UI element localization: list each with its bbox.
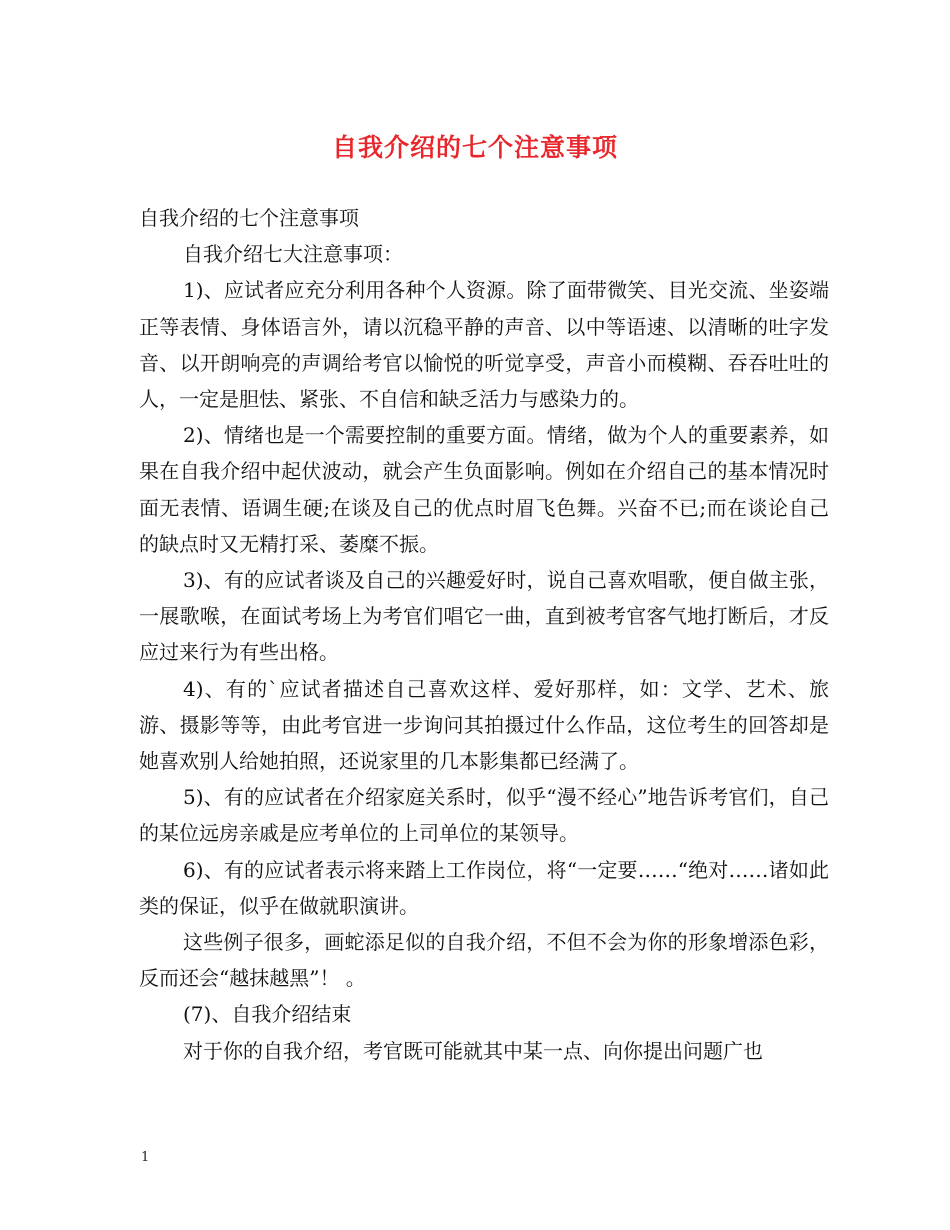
paragraph-item-5: 5)、有的应试者在介绍家庭关系时，似乎“漫不经心”地告诉考官们，自己的某位远房亲戚是应考单位的上司单位的某领导。: [139, 785, 829, 846]
page-number: 1: [141, 1150, 150, 1165]
paragraph-item-2: 2)、情绪也是一个需要控制的重要方面。情绪，做为个人的重要素养，如果在自我介绍中起伏波动，就会产生负面影响。例如在介绍自己的基本情况时面无表情、语调生硬;在谈及自己的优点时眉飞色舞。兴奋不已;而在谈论自己的缺点时又无精打采、萎糜不振。: [139, 423, 829, 556]
paragraph-item-7: (7)、自我介绍结束: [183, 1002, 352, 1027]
paragraph-subheading: 自我介绍七大注意事项：: [183, 242, 403, 267]
paragraph-closing: 对于你的自我介绍，考官既可能就其中某一点、向你提出问题广也: [183, 1038, 763, 1063]
paragraph-item-3: 3)、有的应试者谈及自己的兴趣爱好时，说自己喜欢唱歌，便自做主张，一展歌喉，在面试考场上为考官们唱它一曲，直到被考官客气地打断后，才反应过来行为有些出格。: [139, 568, 829, 665]
paragraph-item-4: 4)、有的`应试者描述自己喜欢这样、爱好那样，如：文学、艺术、旅游、摄影等等，由此考官进一步询问其拍摄过什么作品，这位考生的回答却是她喜欢别人给她拍照，还说家里的几本影集都已经满了。: [139, 676, 829, 774]
document-body: [139, 200, 829, 1069]
page-title: 自我介绍的七个注意事项: [331, 133, 618, 162]
paragraph-heading: 自我介绍的七个注意事项: [139, 206, 359, 230]
paragraph-summary: 这些例子很多，画蛇添足似的自我介绍，不但不会为你的形象增添色彩，反而还会“越抹越黑”！ 。: [139, 930, 829, 991]
paragraph-item-6: 6)、有的应试者表示将来踏上工作岗位，将“一定要……“绝对……诸如此类的保证，似乎在做就职演讲。: [139, 857, 829, 918]
paragraph-item-1: 1)、应试者应充分利用各种个人资源。除了面带微笑、目光交流、坐姿端正等表情、身体语言外，请以沉稳平静的声音、以中等语速、以清晰的吐字发音、以开朗响亮的声调给考官以愉悦的听觉享受，声音小而模糊、吞吞吐吐的人，一定是胆怯、紧张、不自信和缺乏活力与感染力的。: [139, 278, 829, 412]
